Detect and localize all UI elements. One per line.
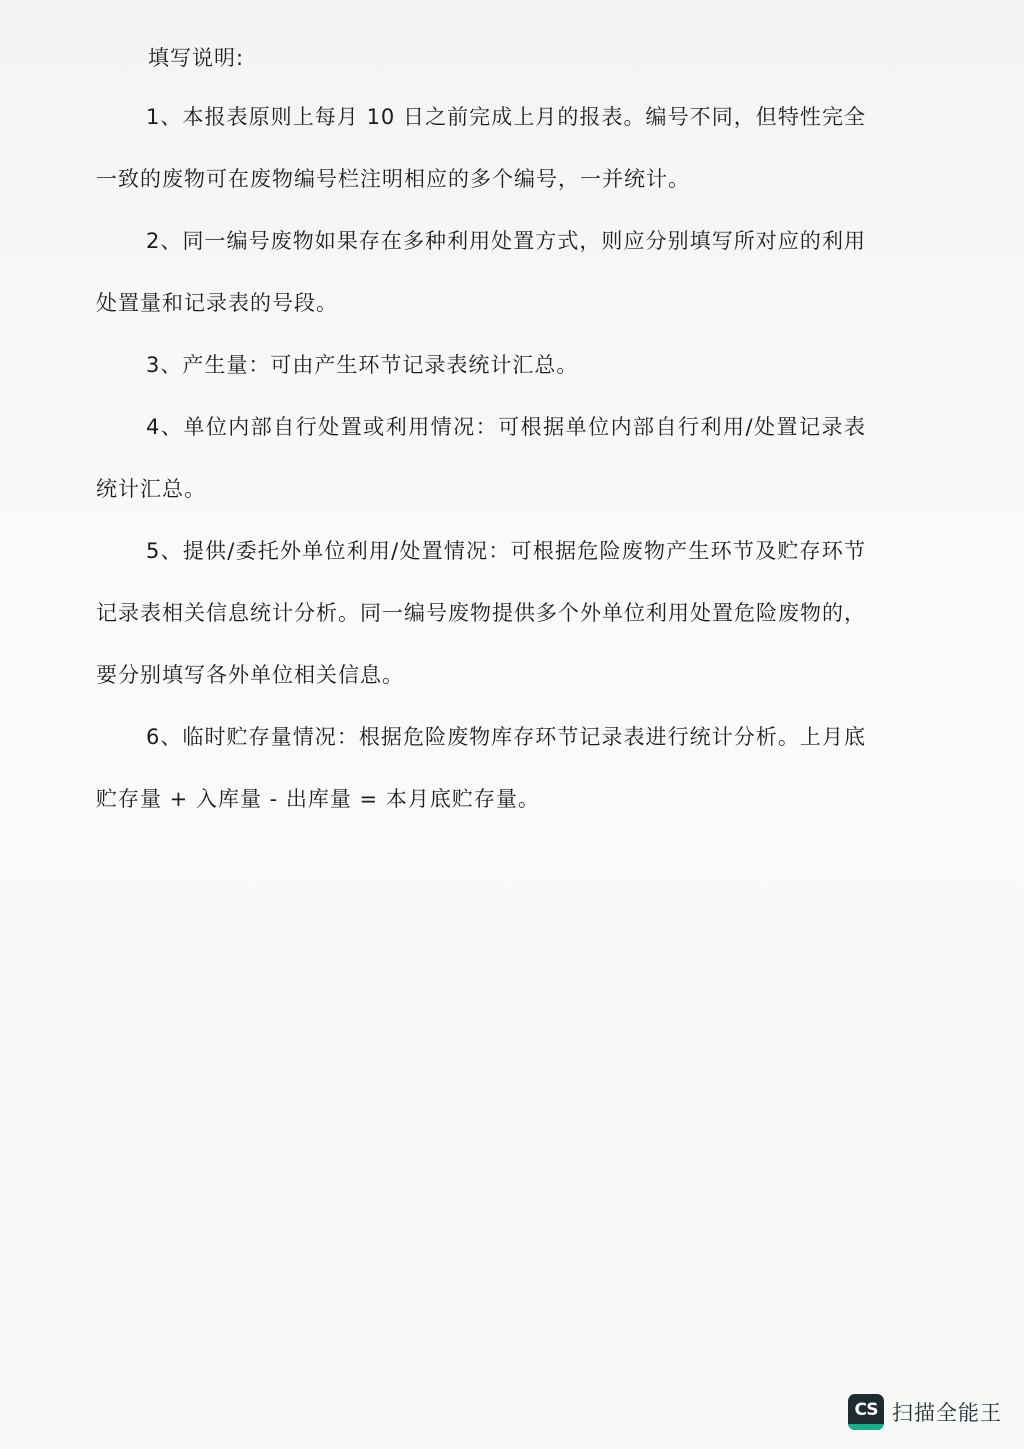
logo-text: CS [854, 1400, 878, 1420]
instruction-item-4: 4、单位内部自行处置或利用情况：可根据单位内部自行利用/处置记录表统计汇总。 [96, 415, 866, 501]
instruction-item-2: 2、同一编号废物如果存在多种利用处置方式，则应分别填写所对应的利用处置量和记录表的号段。 [96, 229, 866, 315]
watermark-app-name: 扫描全能王 [892, 1401, 1002, 1425]
instruction-item-5: 5、提供/委托外单位利用/处置情况：可根据危险废物产生环节及贮存环节记录表相关信息统计分析。同一编号废物提供多个外单位利用处置危险废物的，要分别填写各外单位相关信息。 [96, 539, 866, 687]
instruction-item-1: 1、本报表原则上每月 10 日之前完成上月的报表。编号不同，但特性完全一致的废物可在废物编号栏注明相应的多个编号，一并统计。 [96, 105, 866, 191]
instruction-item-3: 3、产生量：可由产生环节记录表统计汇总。 [146, 353, 579, 377]
camscanner-logo-icon [848, 1394, 884, 1430]
document-heading: 填写说明: [148, 46, 245, 70]
instruction-item-6: 6、临时贮存量情况：根据危险废物库存环节记录表进行统计分析。上月底贮存量 + 入库量 - 出库量 = 本月底贮存量。 [96, 725, 866, 811]
scanner-watermark [848, 1393, 1002, 1431]
